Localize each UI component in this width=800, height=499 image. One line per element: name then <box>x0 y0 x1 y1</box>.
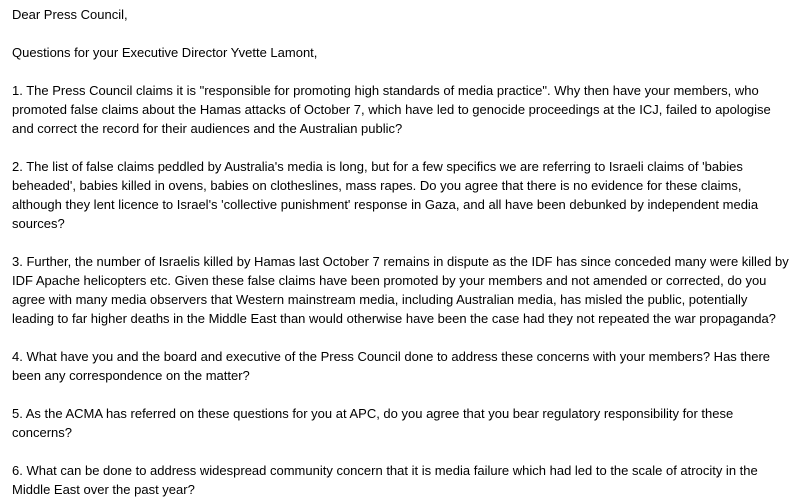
intro-line: Questions for your Executive Director Yvette Lamont, <box>12 45 318 60</box>
question-6: 6. What can be done to address widespread community concern that it is media failure which had led to the scale of atrocity in the Middle East over the past year? <box>12 463 758 497</box>
question-3: 3. Further, the number of Israelis killed by Hamas last October 7 remains in dispute as the IDF has since conceded many were killed by IDF Apache helicopters etc. Given these false claims have been promoted by your members and not amended or corrected, do you agree with many media observers that Western mainstream media, including Australian media, has misled the public, potentially leading to far higher deaths in the Middle East than would otherwise have been the case had they not repeated the war propaganda? <box>12 254 789 326</box>
question-5: 5. As the ACMA has referred on these questions for you at APC, do you agree that you bear regulatory responsibility for these concerns? <box>12 406 734 440</box>
question-1: 1. The Press Council claims it is "responsible for promoting high standards of media practice". Why then have your members, who promoted false claims about the Hamas attacks of October 7, which have led to genocide proceedings at the ICJ, failed to apologise and correct the record for their audiences and the Australian public? <box>12 83 771 136</box>
question-4: 4. What have you and the board and executive of the Press Council done to address these concerns with your members? Has there been any correspondence on the matter? <box>12 349 771 383</box>
salutation: Dear Press Council, <box>12 7 128 22</box>
question-2: 2. The list of false claims peddled by Australia's media is long, but for a few specifics we are referring to Israeli claims of 'babies beheaded', babies killed in ovens, babies on clotheslines, mass rapes. Do you agree that there is no evidence for these claims, although they lent licence to Israel's 'collective punishment' response in Gaza, and all have been debunked by independent media sources? <box>12 159 759 231</box>
